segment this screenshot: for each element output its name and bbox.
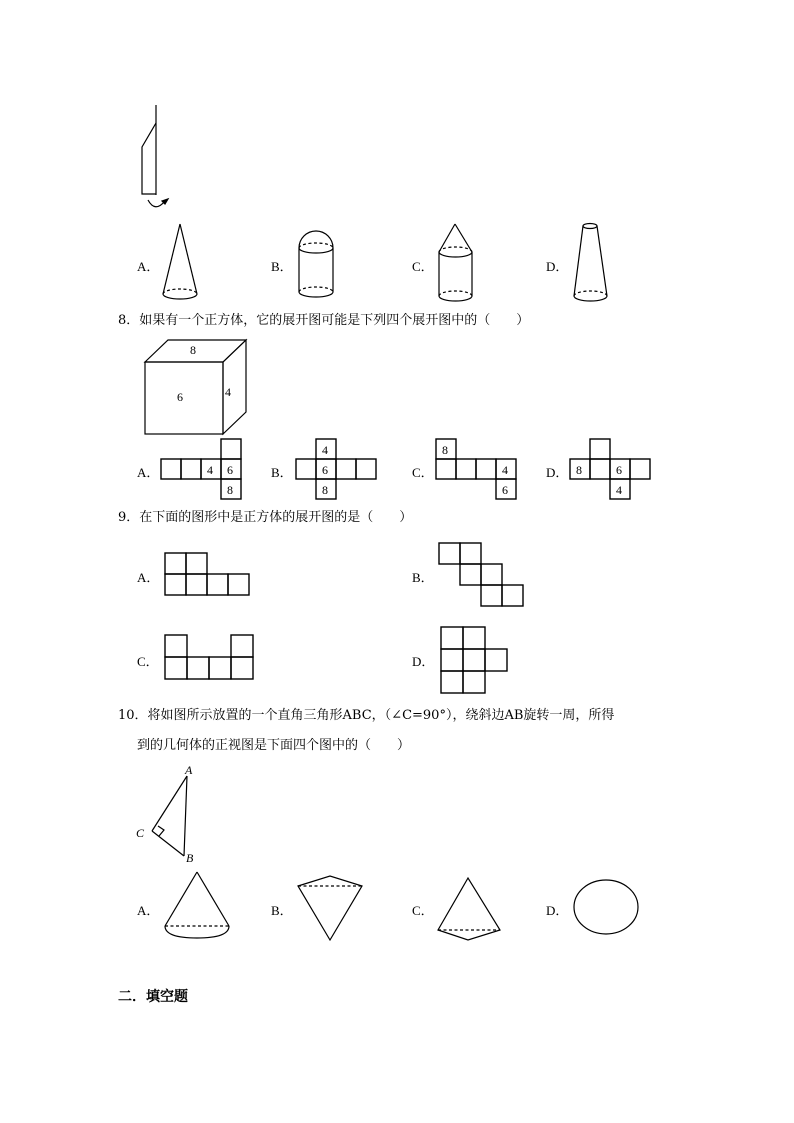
net-b-cell-number: 6 xyxy=(322,463,328,477)
net-a-cell-number: 8 xyxy=(227,483,233,497)
q9-net-d[interactable] xyxy=(440,626,520,696)
q9-option-c-label[interactable]: C． xyxy=(137,654,159,669)
q10-option-d-label[interactable]: D． xyxy=(546,903,569,918)
q7-option-b-cylinder-hemisphere[interactable] xyxy=(296,228,336,300)
q8-question-text: 8．如果有一个正方体，它的展开图可能是下列四个展开图中的（ ） xyxy=(118,313,530,328)
q8-net-a[interactable] xyxy=(160,438,245,502)
q8-option-c-label[interactable]: C． xyxy=(412,465,434,480)
vertex-c-label: C xyxy=(136,826,145,840)
cube-right-face-number: 4 xyxy=(225,385,231,399)
q7-option-d-frustum[interactable] xyxy=(572,220,612,304)
net-b-cell-number: 8 xyxy=(322,483,328,497)
q9-option-d-label[interactable]: D． xyxy=(412,654,435,669)
net-a-cell-number: 4 xyxy=(207,463,213,477)
section-2-title: 二．填空题 xyxy=(118,989,188,1005)
q10-triangle-abc xyxy=(134,762,209,867)
q10-option-b-label[interactable]: B． xyxy=(271,903,293,918)
q10-option-c-label[interactable]: C． xyxy=(412,903,434,918)
net-b-cell-number: 4 xyxy=(322,443,328,457)
net-c-cell-number: 4 xyxy=(502,463,508,477)
q7-option-d-label[interactable]: D． xyxy=(546,259,569,274)
q8-option-b-label[interactable]: B． xyxy=(271,465,293,480)
net-a-cell-number: 6 xyxy=(227,463,233,477)
net-d-cell-number: 6 xyxy=(616,463,622,477)
cube-top-face-number: 8 xyxy=(190,343,196,357)
q10-question-line2: 到的几何体的正视图是下面四个图中的（ ） xyxy=(137,738,411,753)
cube-front-face-number: 6 xyxy=(177,390,183,404)
q9-option-b-label[interactable]: B． xyxy=(412,570,434,585)
q10-option-b-view[interactable] xyxy=(296,872,364,944)
net-d-cell-number: 8 xyxy=(576,463,582,477)
q10-option-a-view[interactable] xyxy=(162,870,234,942)
q9-net-c[interactable] xyxy=(164,634,256,682)
net-c-cell-number: 8 xyxy=(442,443,448,457)
q7-option-b-label[interactable]: B． xyxy=(271,259,293,274)
net-c-cell-number: 6 xyxy=(502,483,508,497)
q9-question-text: 9．在下面的图形中是正方体的展开图的是（ ） xyxy=(118,510,413,525)
q10-option-c-view[interactable] xyxy=(436,876,504,942)
q8-net-c[interactable] xyxy=(435,438,520,502)
q9-net-a[interactable] xyxy=(164,552,254,600)
q10-option-a-label[interactable]: A． xyxy=(137,903,160,918)
q8-option-a-label[interactable]: A． xyxy=(137,465,160,480)
q8-net-d[interactable] xyxy=(569,438,654,502)
q8-net-b[interactable] xyxy=(295,438,380,502)
vertex-a-label: A xyxy=(185,763,193,777)
net-d-cell-number: 4 xyxy=(616,483,622,497)
q9-option-a-label[interactable]: A． xyxy=(137,570,160,585)
vertex-b-label: B xyxy=(186,851,194,865)
q7-option-c-cylinder-cone[interactable] xyxy=(436,222,476,304)
q10-option-d-view[interactable] xyxy=(572,878,642,938)
q7-option-a-label[interactable]: A． xyxy=(137,259,160,274)
q7-option-c-label[interactable]: C． xyxy=(412,259,434,274)
q10-question-line1: 10．将如图所示放置的一个直角三角形ABC，（∠C=90°），绕斜边AB旋转一周，所得 xyxy=(118,708,615,723)
q9-net-b[interactable] xyxy=(438,542,530,612)
q7-rotation-figure xyxy=(135,105,175,215)
q8-option-d-label[interactable]: D． xyxy=(546,465,569,480)
q7-option-a-cone[interactable] xyxy=(160,222,205,302)
q8-cube-figure xyxy=(144,338,254,438)
